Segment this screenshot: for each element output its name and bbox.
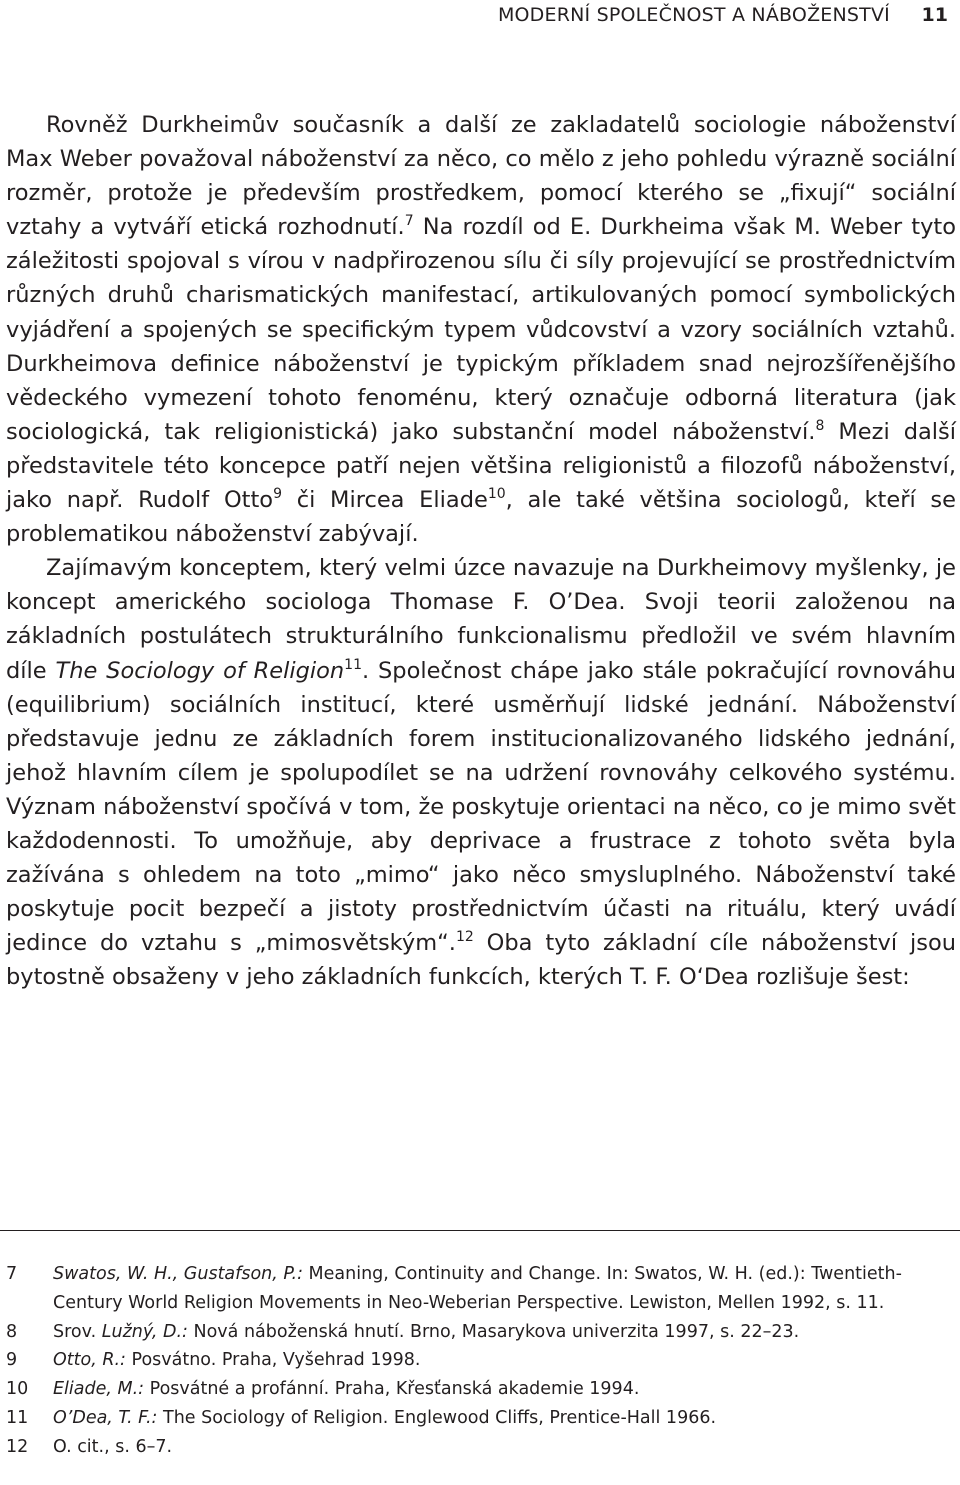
footnote-text — [53, 1404, 960, 1433]
footnote-reference: 8 — [815, 417, 825, 434]
body-text — [6, 108, 956, 994]
footnote — [6, 1404, 960, 1433]
footnote — [6, 1318, 960, 1347]
footnote-reference: 12 — [455, 929, 474, 946]
footnote-text — [53, 1433, 960, 1462]
italic-text: The Sociology of Religion — [55, 657, 345, 684]
footnote — [6, 1260, 960, 1318]
footnote-reference: 9 — [273, 486, 282, 503]
text-segment: Posvátno. Praha, Vyšehrad 1998. — [125, 1350, 421, 1371]
footnote-text — [53, 1318, 960, 1347]
footnote — [6, 1375, 960, 1404]
text-segment: Mezi další představitele této koncepce patří nejen většina religionistů a filozofů náboženství, jako např. Rudolf Otto — [6, 418, 957, 514]
footnote-number: 11 — [6, 1407, 29, 1428]
footnote-text — [53, 1346, 960, 1375]
page-header — [0, 4, 960, 32]
running-title: MODERNÍ SPOLEČNOST A NÁBOŽENSTVÍ — [497, 4, 890, 26]
footnote-reference: 11 — [344, 656, 362, 673]
footnote — [6, 1433, 960, 1462]
footnote-number: 9 — [6, 1350, 18, 1371]
text-segment: Na rozdíl od E. Durkheima však M. Weber tyto záležitosti spojoval s vírou v nadpřirozenou sílu či síly projevující se prostřednictvím různých druhů charismatických manifestací, artikulovaných pomocí symbolických vyjádření a spojených se specifickým typem vůdcovství a vzory sociálních vztahů. Durkheimova definice náboženství je typickým příkladem snad nejrozšířenějšího vědeckého vymezení tohoto fenoménu, který označuje odborná literatura (jak sociologická, tak religionistická) jako substanční model náboženství. — [6, 214, 956, 445]
footnote-number: 10 — [6, 1379, 29, 1400]
italic-text: Otto, R.: — [53, 1350, 126, 1371]
footnotes — [6, 1260, 960, 1462]
text-segment: či Mircea Eliade — [282, 487, 488, 514]
text-segment: Zajímavým konceptem, který velmi úzce navazuje na Durkheimovy myšlenky, je koncept amerického sociologa Thomase F. O’Dea. Svoji teorii založenou na základních postulátech strukturálního funkcionalismu předložil ve svém hlavním díle — [6, 555, 956, 684]
paragraph — [6, 551, 956, 994]
paragraph — [6, 108, 956, 551]
text-segment: O. cit., s. 6–7. — [53, 1436, 173, 1457]
text-segment: Rovněž Durkheimův současník a další ze zakladatelů sociologie náboženství Max Weber považoval náboženství za něco, co mělo z jeho pohledu výrazně sociální rozměr, protože je především prostředkem, pomocí kterého se „fixují“ sociální vztahy a vytváří etická rozhodnutí. — [6, 112, 956, 241]
italic-text: O’Dea, T. F.: — [53, 1407, 158, 1428]
footnote — [6, 1346, 960, 1375]
text-segment: Meaning, Continuity and Change. In: Swatos, W. H. (ed.): Twentieth-Century World Religion Movements in Neo-Weberian Perspective. Lewiston, Mellen 1992, s. 11. — [53, 1264, 902, 1313]
footnote-divider — [0, 1230, 960, 1231]
footnote-number: 8 — [6, 1321, 18, 1342]
footnote-text — [53, 1260, 960, 1318]
footnote-reference: 7 — [404, 213, 414, 230]
text-segment: , ale také většina sociologů, kteří se problematikou náboženství zabývají. — [6, 487, 957, 548]
italic-text: Lužný, D.: — [101, 1321, 188, 1342]
text-segment: Nová náboženská hnutí. Brno, Masarykova univerzita 1997, s. 22–23. — [187, 1321, 800, 1342]
footnote-reference: 10 — [487, 486, 506, 503]
text-segment: . Společnost chápe jako stále pokračující rovnováhu (equilibrium) sociálních institucí, které usměrňují lidské jednání. Náboženství představuje jednu ze základních forem institucionalizovaného lidského jednání, jehož hlavním cílem je spolupodílet se na udržení rovnováhy celkového systému. Význam náboženství spočívá v tom, že poskytuje orientaci na něco, co je mimo svět každodennosti. To umožňuje, aby deprivace a frustrace z tohoto světa byla zažívána s ohledem na toto „mimo“ jako něco smysluplného. Náboženství také poskytuje pocit bezpečí a jistoty prostřednictvím účasti na rituálu, který uvádí jedince do vztahu s „mimosvětským“. — [6, 657, 956, 957]
footnote-text — [53, 1375, 960, 1404]
text-segment: Srov. — [53, 1321, 102, 1342]
footnote-number: 12 — [6, 1436, 29, 1457]
italic-text: Swatos, W. H., Gustafson, P.: — [53, 1264, 303, 1284]
page-number: 11 — [921, 4, 948, 26]
footnote-number: 7 — [6, 1264, 18, 1284]
text-segment: The Sociology of Religion. Englewood Cliffs, Prentice-Hall 1966. — [157, 1407, 717, 1428]
text-segment: Oba tyto základní cíle náboženství jsou bytostně obsaženy v jeho základních funkcích, kterých T. F. O‘Dea rozlišuje šest: — [6, 930, 956, 991]
italic-text: Eliade, M.: — [53, 1379, 145, 1400]
text-segment: Posvátné a profánní. Praha, Křesťanská akademie 1994. — [144, 1379, 640, 1400]
